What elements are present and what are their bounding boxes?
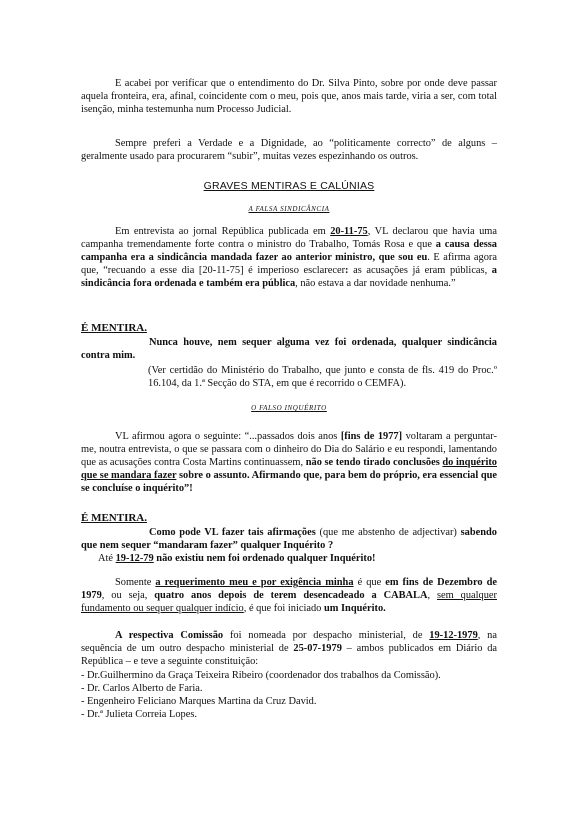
list-item: - Engenheiro Feliciano Marques Martina da Cruz David. (81, 696, 317, 707)
comissao-member-list (81, 669, 497, 721)
paragraph-como-pode: Como pode VL fazer tais afirmações (que me abstenho de adjectivar) sabendo que nem sequer “mandaram fazer” qualquer Inquérito ? (81, 527, 498, 551)
mentira-label-1: É MENTIRA. (81, 322, 148, 334)
paragraph-nunca-houve: Nunca houve, nem sequer alguma vez foi ordenada, qualquer sindicância contra mim. (81, 337, 497, 361)
paragraph-vl-afirmou: VL afirmou agora o seguinte: “...passados dois anos [fins de 1977] voltaram a perguntar-me, noutra entrevista, o que se passara com o dinheiro do Dia do Salário e eu respondi, lamentando que as acusações contra Costa Martins continuassem, não se tendo tirado conclusões do inquérito que se mandara fazer sobre o assunto. Afirmando que, para bem do próprio, era essencial que se concluíse o inquérito”! (81, 431, 497, 494)
mentira-label-2: É MENTIRA. (81, 512, 148, 524)
list-item: - Dr.ª Julieta Correia Lopes. (81, 709, 197, 720)
list-item: - Dr.Guilhermino da Graça Teixeira Ribeiro (coordenador dos trabalhos da Comissão). (81, 670, 441, 681)
paragraph-silva-pinto: E acabei por verificar que o entendimento do Dr. Silva Pinto, sobre por onde deve passar aquela fronteira, era, afinal, coincidente com o meu, pois que, anos mais tarde, viria a ser, com total isenção, minha testemunha num Processo Judicial. (81, 78, 497, 115)
paragraph-respectiva-comissao: A respectiva Comissão foi nomeada por despacho ministerial, de 19-12-1979, na sequência de um outro despacho ministerial de 25-07-1979 – ambos publicados em Diário da República – e teve a seguinte constituição: (81, 630, 497, 667)
paragraph-certidao-note: (Ver certidão do Ministério do Trabalho, que junto e consta de fls. 419 do Proc.º 16.104, da 1.ª Secção do STA, em que é recorrido o CEMFA). (148, 365, 497, 389)
section-heading: GRAVES MENTIRAS E CALÚNIAS (203, 180, 375, 192)
paragraph-somente-requerimento: Somente a requerimento meu e por exigência minha é que em fins de Dezembro de 1979, ou seja, quatro anos depois de terem desencadeado a CABALA, sem qualquer fundamento ou sequer qualquer indício, é que foi iniciado um Inquérito. (81, 577, 497, 614)
date-20-11-75: 20-11-75 (330, 226, 368, 237)
paragraph-verdade-dignidade: Sempre preferi a Verdade e a Dignidade, ao “politicamente correcto” de alguns – geralmente usado para procurarem “subir”, muitas vezes espezinhando os outros. (81, 138, 497, 162)
subheading-falso-inquerito: O FALSO INQUÉRITO (251, 404, 327, 412)
list-item: - Dr. Carlos Alberto de Faria. (81, 683, 203, 694)
subheading-falsa-sindicancia: A FALSA SINDICÂNCIA (248, 205, 330, 213)
paragraph-ate-19-12-79: Até 19-12-79 não existiu nem foi ordenado qualquer Inquérito! (98, 553, 376, 564)
paragraph-entrevista-republica: Em entrevista ao jornal República publicada em 20-11-75, VL declarou que havia uma campanha tremendamente forte contra o ministro do Trabalho, Tomás Rosa e que a causa dessa campanha era a sindicância mandada fazer ao anterior ministro, que sou eu. E afirma agora que, “recuando a esse dia [20-11-75] é imperioso esclarecer: as acusações já eram públicas, a sindicância fora ordenada e também era pública, não estava a dar novidade nenhuma.” (81, 226, 497, 289)
